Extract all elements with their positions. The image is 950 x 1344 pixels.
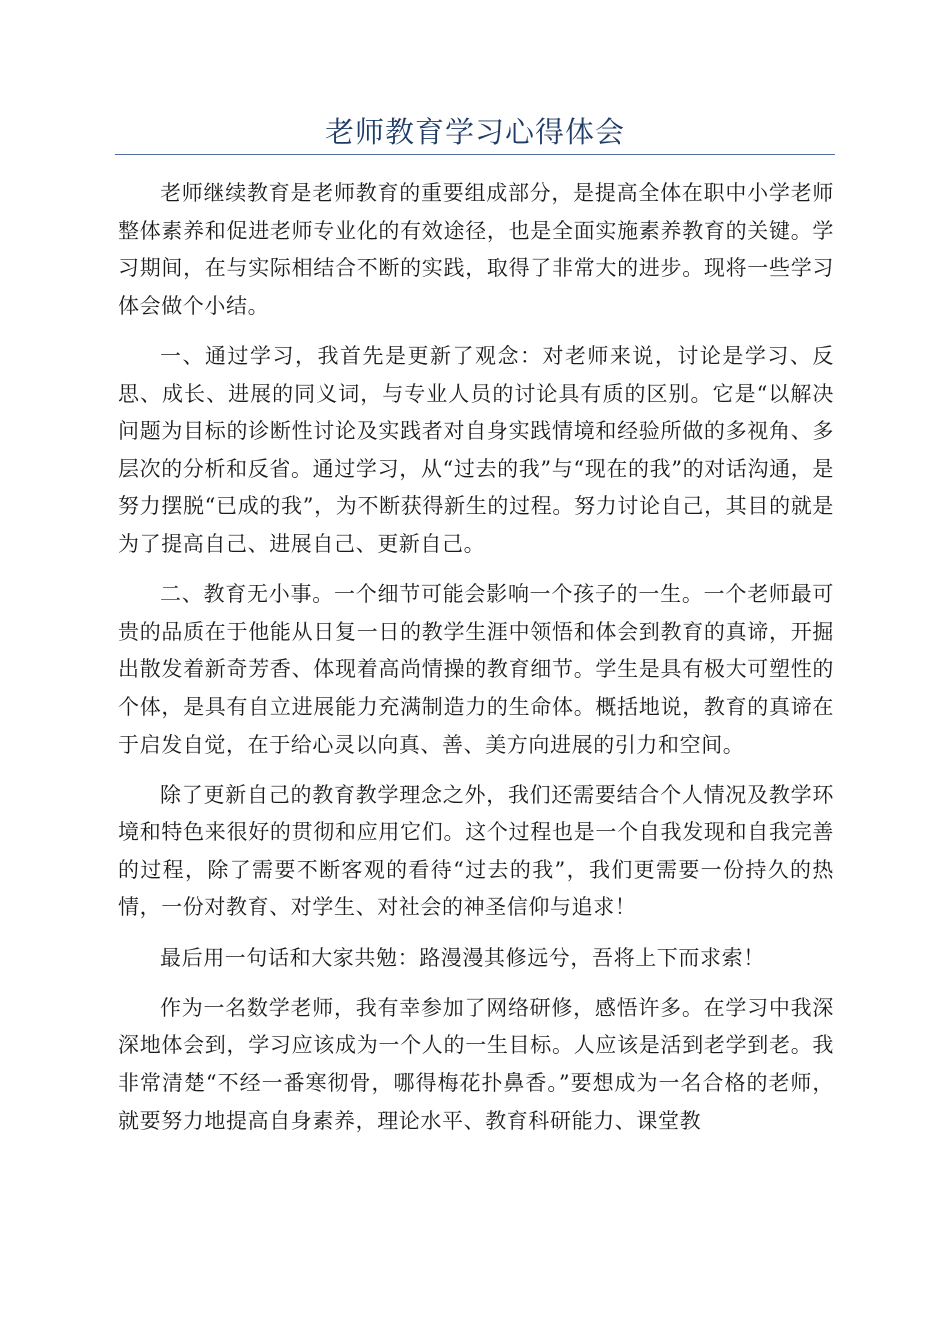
- paragraph-5: 最后用一句话和大家共勉：路漫漫其修远兮，吾将上下而求索！: [160, 945, 765, 970]
- paragraph-2: 一、通过学习，我首先是更新了观念：对老师来说，讨论是学习、反思、成长、进展的同义词，与专业人员的讨论具有质的区别。它是“以解决问题为目标的诊断性讨论及实践者对自身实践情境和经验所做的多视角、多层次的分析和反省。通过学习，从“过去的我”与“现在的我”的对话沟通，是努力摆脱“已成的我”，为不断获得新生的过程。努力讨论自己，其目的就是为了提高自己、进展自己、更新自己。: [118, 343, 834, 556]
- paragraph-6: 作为一名数学老师，我有幸参加了网络研修，感悟许多。在学习中我深深地体会到，学习应该成为一个人的一生目标。人应该是活到老学到老。我非常清楚“不经一番寒彻骨，哪得梅花扑鼻香。”要想成为一名合格的老师，就要努力地提高自身素养，理论水平、教育科研能力、课堂教: [118, 995, 834, 1133]
- paragraph-4: 除了更新自己的教育教学理念之外，我们还需要结合个人情况及教学环境和特色来很好的贯彻和应用它们。这个过程也是一个自我发现和自我完善的过程，除了需要不断客观的看待“过去的我”，我们更需要一份持久的热情，一份对教育、对学生、对社会的神圣信仰与追求！: [118, 782, 834, 920]
- paragraph-3: 二、教育无小事。一个细节可能会影响一个孩子的一生。一个老师最可贵的品质在于他能从日复一日的教学生涯中领悟和体会到教育的真谛，开掘出散发着新奇芳香、体现着高尚情操的教育细节。学生是具有极大可塑性的个体，是具有自立进展能力充满制造力的生命体。概括地说，教育的真谛在于启发自觉，在于给心灵以向真、善、美方向进展的引力和空间。: [118, 582, 834, 757]
- document-body: [118, 175, 834, 1153]
- page-title: 老师教育学习心得体会: [324, 115, 625, 149]
- title-underline: [115, 154, 835, 155]
- paragraph-1: 老师继续教育是老师教育的重要组成部分，是提高全体在职中小学老师整体素养和促进老师专业化的有效途径，也是全面实施素养教育的关键。学习期间，在与实际相结合不断的实践，取得了非常大的进步。现将一些学习体会做个小结。: [118, 181, 834, 318]
